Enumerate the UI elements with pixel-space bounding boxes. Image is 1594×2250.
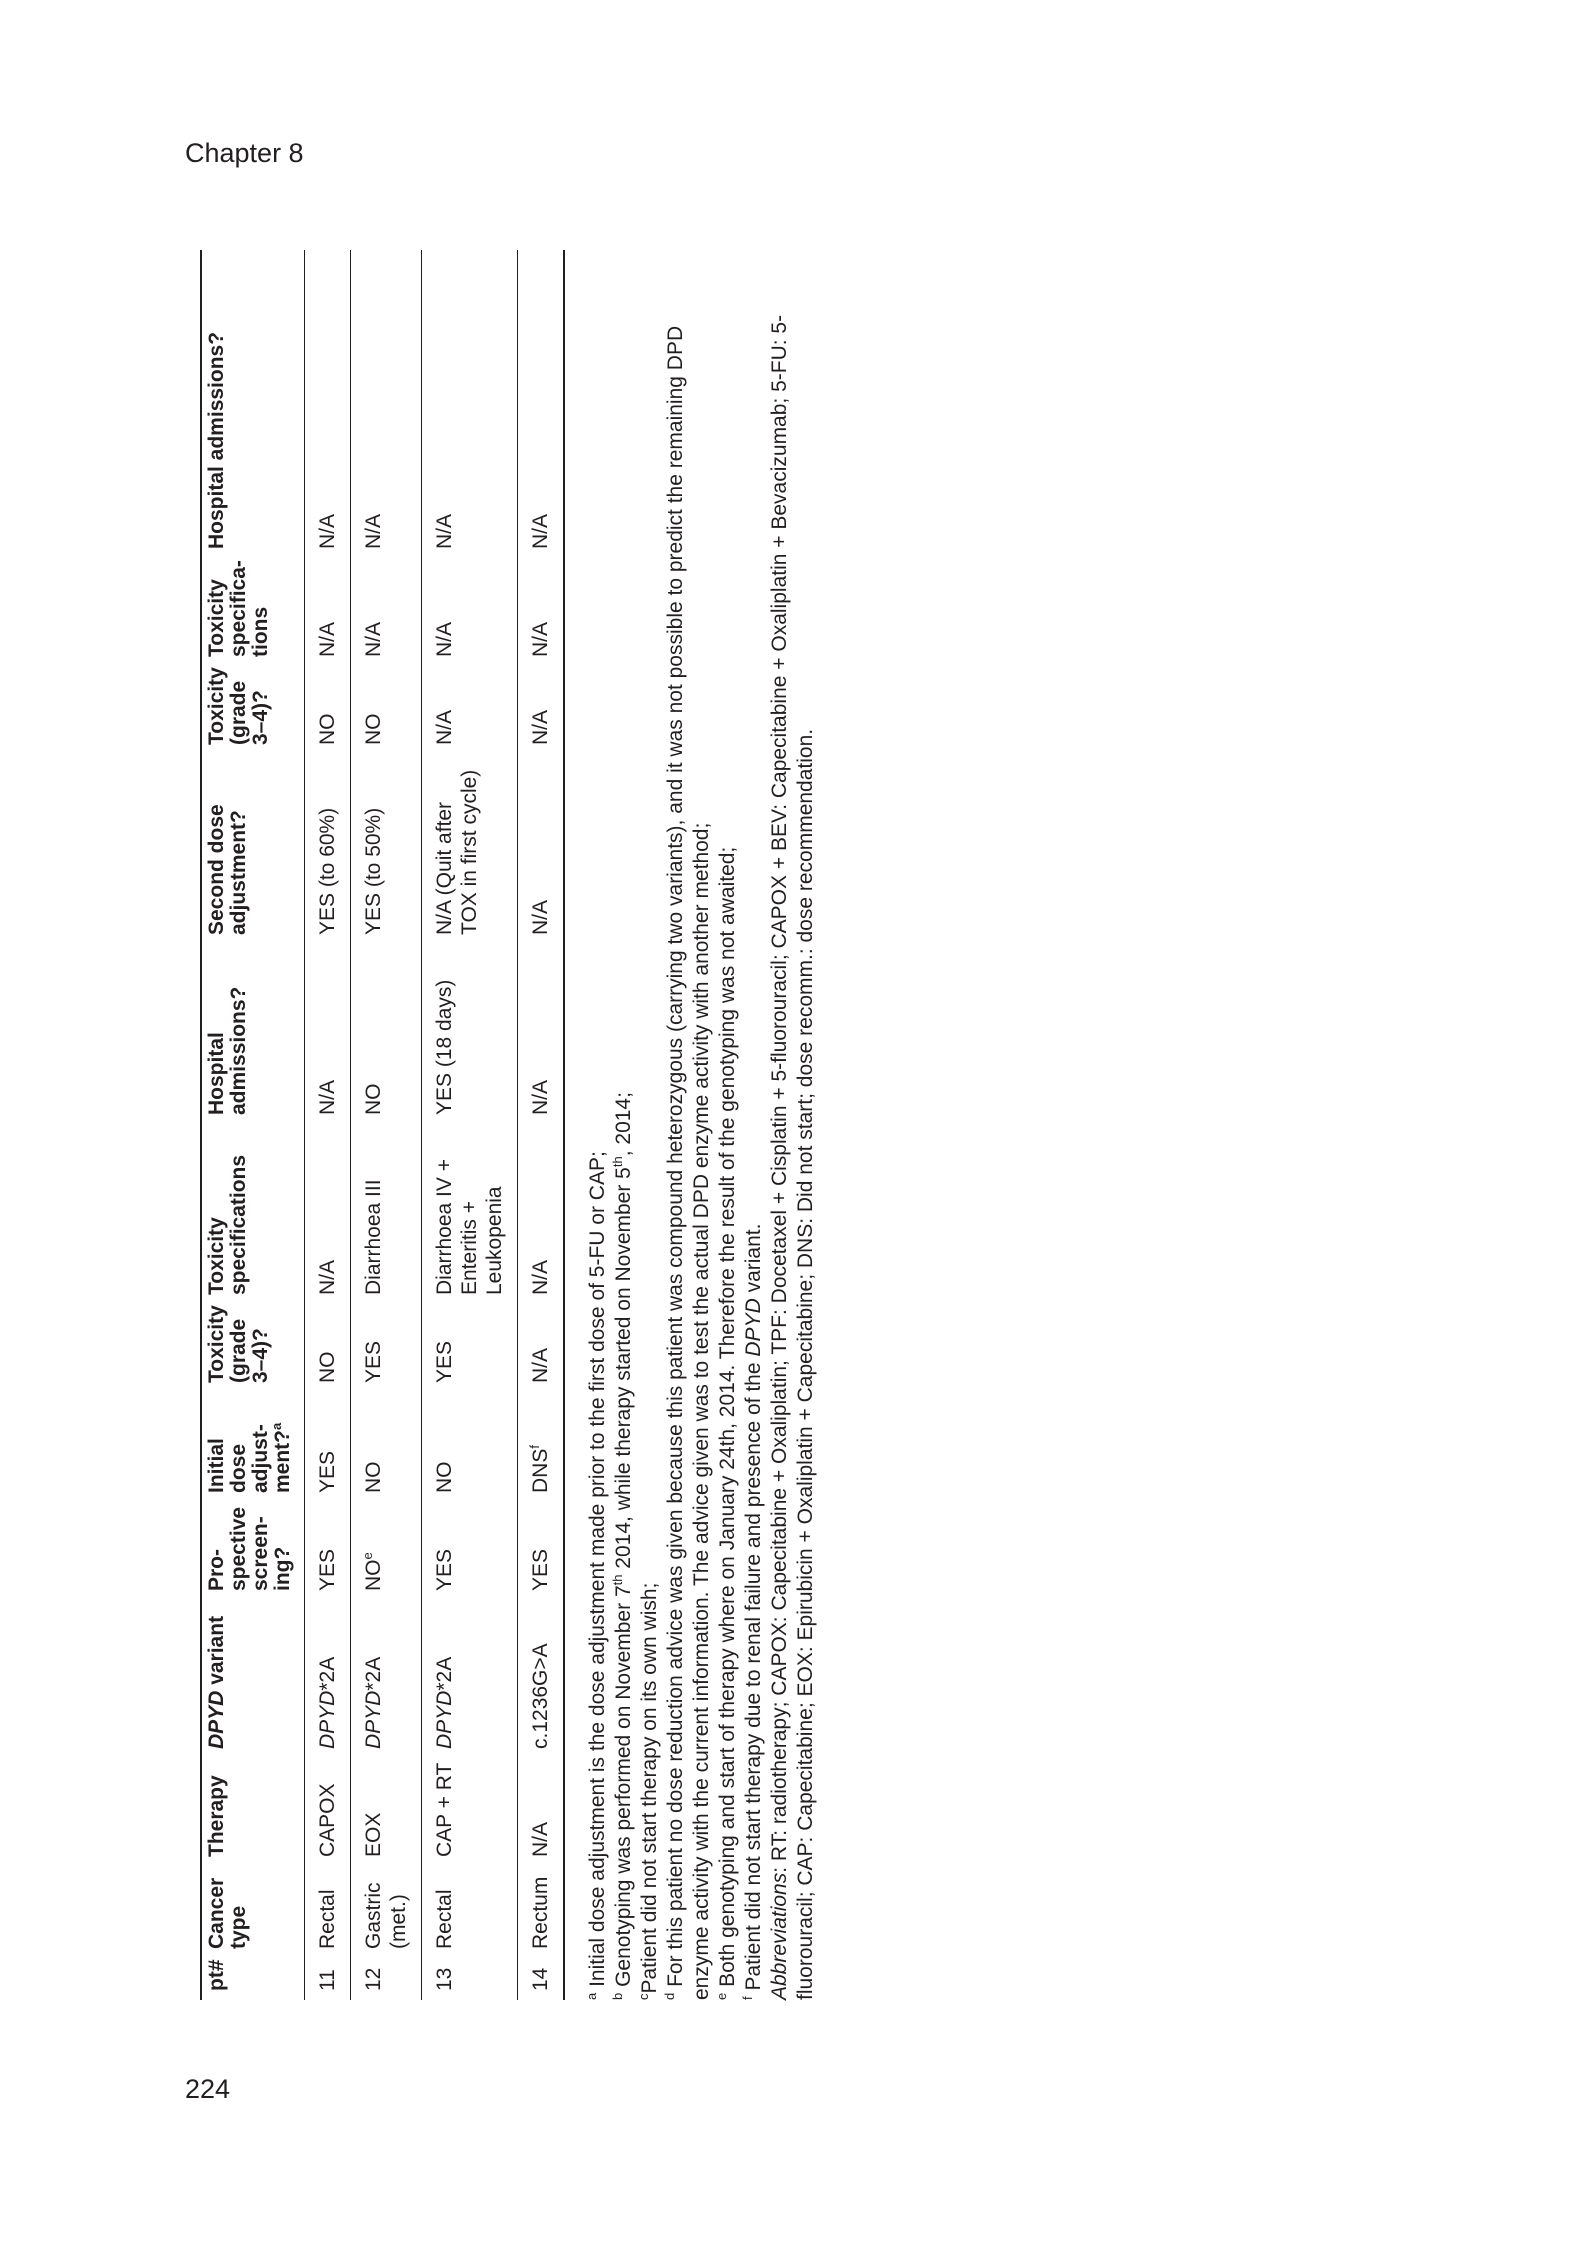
table-cell-spec2: N/A (362, 621, 385, 657)
column-header: pt# (201, 1958, 305, 2000)
column-header: Toxicity specifica-tions (201, 558, 305, 666)
table-cell-spec2: N/A (316, 621, 339, 657)
table-cell-cancer: Gastric (met.) (362, 1882, 410, 1949)
table-cell-variant: DPYD*2A (316, 1656, 339, 1749)
column-header: Pro-spective screen-ing? (201, 1502, 305, 1600)
table-cell-tox2: NO (316, 713, 339, 745)
table-cell-tox1: N/A (529, 1347, 552, 1383)
column-header: Hospital admissions? (201, 944, 305, 1124)
table-row (305, 250, 351, 2000)
rotated-table-block (200, 250, 990, 2000)
table-cell-pt: 12 (362, 1967, 385, 1991)
footnote-a: $^a$ Initial dose adjustment is the dose adjustment made prior to the first dose of 5-FU or CAP; (584, 1151, 609, 2000)
table-cell-variant: DPYD*2A (433, 1656, 456, 1749)
table-cell-hosp2: N/A (316, 513, 339, 549)
column-header: Second dose adjustment? (201, 754, 305, 944)
table-cell-spec1: N/A (529, 1259, 552, 1295)
footnote-e: $^e$ Both genotyping and start of therapy where on January 24th, 2014. Therefore the result of the genotyping was not awaited; (714, 846, 739, 2000)
table-cell-spec2: N/A (529, 621, 552, 657)
table-header-row (201, 250, 305, 2000)
footnote-b: $^b$ Genotyping was performed on November 7th 2014, while therapy started on November 5th, 2014; (610, 1092, 635, 2000)
table-cell-pt: 14 (529, 1967, 552, 1991)
column-header: Therapy (201, 1758, 305, 1866)
column-header: Toxicity (grade 3–4)? (201, 666, 305, 754)
table-cell-screen: $NO^e$ (360, 1552, 385, 1591)
table-cell-hosp1: N/A (529, 1079, 552, 1115)
footnotes (585, 260, 819, 2000)
table-row (422, 250, 518, 2000)
table-cell-pt: 13 (433, 1967, 456, 1991)
table-cell-screen: YES (433, 1548, 456, 1591)
column-header: Initial dose adjust-ment?$^a$ (201, 1392, 305, 1502)
table-cell-initial: YES (316, 1450, 339, 1493)
column-header: Cancer type (201, 1866, 305, 1958)
table-row (351, 250, 422, 2000)
table-cell-screen: YES (529, 1548, 552, 1591)
table-cell-tox1: NO (316, 1351, 339, 1383)
table-cell-cancer: Rectal (316, 1889, 339, 1949)
table-cell-pt: 11 (316, 1969, 339, 1991)
table-cell-initial: DNS$^f$ (527, 1445, 552, 1493)
table-cell-hosp2: N/A (362, 513, 385, 549)
table-cell-therapy: CAPOX (316, 1783, 339, 1857)
table-cell-second: YES (to 60%) (316, 807, 339, 935)
table-cell-hosp1: NO (362, 1083, 385, 1115)
table-cell-tox2: NO (362, 713, 385, 745)
table-cell-therapy: CAP + RT (433, 1762, 456, 1857)
table-cell-initial: NO (433, 1461, 456, 1493)
table-cell-variant: DPYD*2A (362, 1656, 385, 1749)
table-cell-tox2: N/A (433, 709, 456, 745)
table-row (518, 250, 565, 2000)
table-cell-hosp2: N/A (433, 513, 456, 549)
column-header: DPYD variant (201, 1600, 305, 1758)
table-cell-tox1: YES (433, 1340, 456, 1383)
table-cell-hosp2: N/A (529, 513, 552, 549)
page-number: 224 (185, 2074, 231, 2104)
table-cell-hosp1: YES (18 days) (433, 979, 456, 1115)
table-cell-hosp1: N/A (316, 1079, 339, 1115)
table-cell-spec2: N/A (433, 621, 456, 657)
table-cell-therapy: N/A (529, 1821, 552, 1857)
table-cell-spec1: Diarrhoea IV + Enteritis + Leukopenia (433, 1159, 506, 1295)
column-header: Toxicity (grade 3–4)? (201, 1304, 305, 1392)
table-cell-screen: YES (316, 1548, 339, 1591)
table-cell-spec1: N/A (316, 1259, 339, 1295)
table-cell-second: N/A (529, 899, 552, 935)
table-cell-therapy: EOX (362, 1812, 385, 1857)
table-cell-second: YES (to 50%) (362, 807, 385, 935)
table-cell-tox2: N/A (529, 709, 552, 745)
footnote-f: $^f$ Patient did not start therapy due to renal failure and presence of the DPYD variant. (740, 1223, 765, 2000)
running-head: Chapter 8 (185, 138, 304, 168)
table-cell-second: N/A (Quit after TOX in first cycle) (433, 769, 481, 935)
column-header: Toxicity specifications (201, 1124, 305, 1304)
table-cell-spec1: Diarrhoea III (362, 1179, 385, 1295)
table-cell-variant: c.1236G>A (529, 1643, 552, 1749)
table-body (305, 250, 565, 2000)
table-cell-tox1: YES (362, 1340, 385, 1383)
footnote-d: $^d$ For this patient no dose reduction advice was given because this patient was compound heterozygous (carrying two variants), and it was not possible to predict the remaining DPD enzyme activity with the current information. The advice given was to test the actual DPD enzyme activity with another method; (662, 325, 713, 2000)
column-header: Hospital admissions? (201, 250, 305, 558)
abbreviations: Abbreviations: RT: radiotherapy; CAPOX: Capecitabine + Oxaliplatin; TPF: Docetaxel + Cisplatin + 5-fluorouracil; CAPOX + BEV: Capecitabine + Oxaliplatin + Bevacizumab; 5-FU: 5-fluorouracil; CAP: Capecitabine; EOX: Epirubicin + Oxaliplatin + Capecitabine; DNS: Did not start; dose recomm.: dose recommendation. (768, 314, 817, 2000)
footnote-c: $^c$Patient did not start therapy on its own wish; (636, 1582, 661, 2000)
table-cell-initial: NO (362, 1461, 385, 1493)
results-table (200, 250, 565, 2000)
table-cell-cancer: Rectum (529, 1876, 552, 1949)
table-cell-cancer: Rectal (433, 1889, 456, 1949)
